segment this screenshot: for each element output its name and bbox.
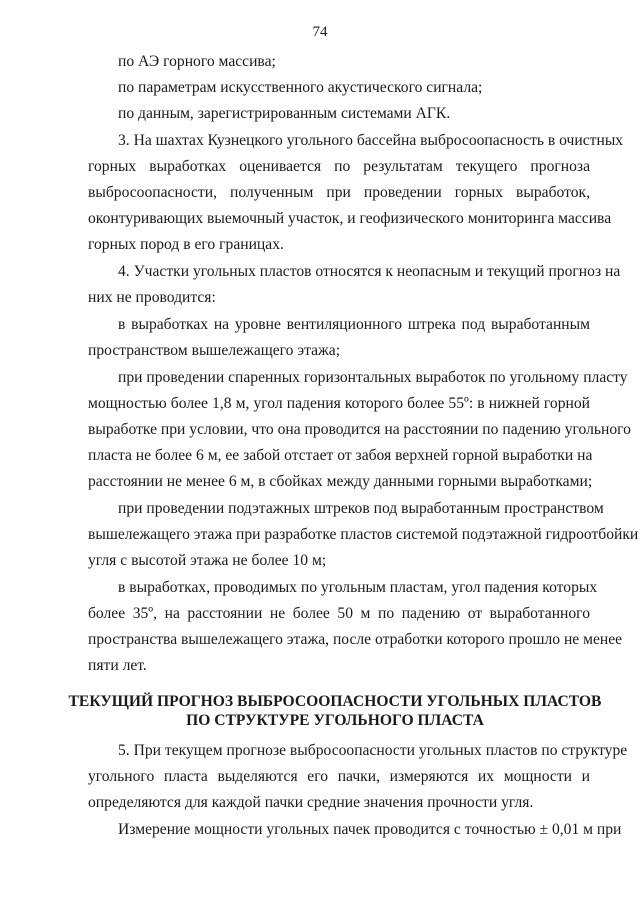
text-line: угля с высотой этажа не более 10 м;	[88, 552, 327, 569]
text-line: них не проводится:	[88, 289, 216, 306]
text-line: определяются для каждой пачки средние значения прочности угля.	[88, 794, 534, 811]
text-line: по параметрам искусственного акустического сигнала;	[118, 79, 483, 96]
text-line: пространства вышележащего этажа, после отработки которого прошло не менее	[88, 631, 623, 648]
section-heading: ТЕКУЩИЙ ПРОГНОЗ ВЫБРОСООПАСНОСТИ УГОЛЬНЫХ ПЛАСТОВ	[68, 693, 602, 710]
text-line: мощностью более 1,8 м, угол падения которого более 55º: в нижней горной	[88, 395, 590, 412]
text-line: Измерение мощности угольных пачек проводится с точностью ± 0,01 м при	[118, 821, 622, 838]
text-line: по данным, зарегистрированным системами АГК.	[118, 105, 451, 122]
text-line: пространством вышележащего этажа;	[88, 342, 341, 359]
text-line: расстоянии не менее 6 м, в сбойках между данными горными выработками;	[88, 473, 593, 490]
text-line: горных выработках оценивается по результатам текущего прогноза	[88, 158, 590, 175]
text-line: в выработках на уровне вентиляционного штрека под выработанным	[118, 316, 590, 333]
text-line: по АЭ горного массива;	[118, 53, 276, 70]
text-line: горных пород в его границах.	[88, 236, 284, 253]
text-line: 3. На шахтах Кузнецкого угольного бассейна выбросоопасность в очистных	[118, 132, 624, 149]
text-line: более 35º, на расстоянии не более 50 м по падению от выработанного	[88, 605, 590, 622]
text-line: в выработках, проводимых по угольным пластам, угол падения которых	[118, 579, 598, 596]
text-line: выбросоопасности, полученным при проведении горных выработок,	[88, 184, 590, 201]
text-line: выработке при условии, что она проводится на расстоянии по падению угольного	[88, 421, 631, 438]
page-number: 74	[312, 24, 328, 40]
text-line: пяти лет.	[88, 657, 147, 674]
text-line: пласта не более 6 м, ее забой отстает от забоя верхней горной выработки на	[88, 447, 593, 464]
text-line: вышележащего этажа при разработке пластов системой подэтажной гидроотбойки	[88, 526, 639, 543]
text-line: при проведении подэтажных штреков под выработанным пространством	[118, 500, 604, 517]
text-line: оконтуривающих выемочный участок, и геофизического мониторинга массива	[88, 210, 612, 227]
text-line: при проведении спаренных горизонтальных выработок по угольному пласту	[118, 369, 628, 386]
text-line: угольного пласта выделяются его пачки, измеряются их мощности и	[88, 768, 590, 785]
section-heading: ПО СТРУКТУРЕ УГОЛЬНОГО ПЛАСТА	[186, 712, 484, 729]
text-line: 4. Участки угольных пластов относятся к неопасным и текущий прогноз на	[118, 263, 621, 280]
text-line: 5. При текущем прогнозе выбросоопасности угольных пластов по структуре	[118, 742, 628, 759]
